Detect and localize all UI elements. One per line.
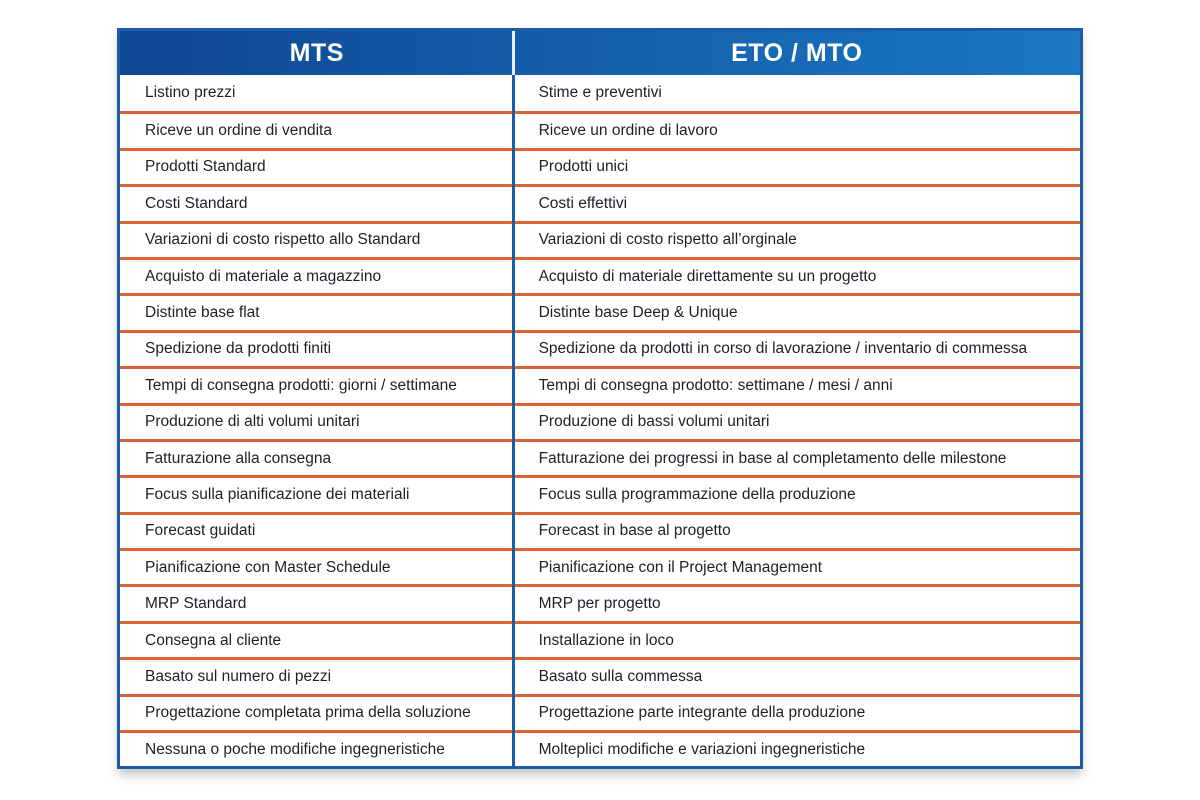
mts-cell: Distinte base flat bbox=[145, 304, 260, 322]
mts-cell: Prodotti Standard bbox=[145, 158, 266, 176]
eto-mto-cell: Progettazione parte integrante della produzione bbox=[538, 704, 866, 722]
eto-mto-cell: Focus sulla programmazione della produzione bbox=[538, 485, 856, 503]
table-body bbox=[120, 75, 1080, 766]
comparison-table bbox=[117, 28, 1083, 769]
header-column-divider bbox=[512, 31, 515, 75]
table-row bbox=[120, 584, 1080, 620]
table-row bbox=[120, 111, 1080, 147]
mts-cell: Progettazione completata prima della soluzione bbox=[145, 704, 471, 722]
eto-mto-cell: Molteplici modifiche e variazioni ingegneristiche bbox=[538, 740, 866, 758]
table-row bbox=[120, 730, 1080, 766]
table-row bbox=[120, 257, 1080, 293]
table-row bbox=[120, 366, 1080, 402]
mts-cell: Acquisto di materiale a magazzino bbox=[145, 267, 382, 285]
eto-mto-cell: Pianificazione con il Project Management bbox=[538, 558, 823, 576]
table-row bbox=[120, 221, 1080, 257]
table-row bbox=[120, 621, 1080, 657]
mts-cell: Nessuna o poche modifiche ingegneristiche bbox=[145, 740, 445, 758]
eto-mto-cell: Riceve un ordine di lavoro bbox=[538, 122, 718, 140]
mts-cell: Consegna al cliente bbox=[145, 631, 282, 649]
table-row bbox=[120, 548, 1080, 584]
table-row bbox=[120, 439, 1080, 475]
eto-mto-cell: Forecast in base al progetto bbox=[538, 522, 731, 540]
table-row bbox=[120, 75, 1080, 111]
eto-mto-cell: Costi effettivi bbox=[538, 194, 628, 212]
eto-mto-cell: Basato sulla commessa bbox=[538, 667, 703, 685]
eto-mto-cell: Tempi di consegna prodotto: settimane / mesi / anni bbox=[538, 376, 893, 394]
table-row bbox=[120, 293, 1080, 329]
column-header-eto-mto: ETO / MTO bbox=[731, 38, 863, 67]
mts-cell: Spedizione da prodotti finiti bbox=[145, 340, 332, 358]
table-row bbox=[120, 403, 1080, 439]
eto-mto-cell: Variazioni di costo rispetto all’orginale bbox=[538, 231, 797, 249]
eto-mto-cell: Prodotti unici bbox=[538, 158, 629, 176]
eto-mto-cell: Fatturazione dei progressi in base al completamento delle milestone bbox=[538, 449, 1007, 467]
eto-mto-cell: MRP per progetto bbox=[538, 595, 661, 613]
mts-cell: Forecast guidati bbox=[145, 522, 256, 540]
mts-cell: Pianificazione con Master Schedule bbox=[145, 558, 391, 576]
eto-mto-cell: Stime e preventivi bbox=[538, 84, 662, 102]
mts-cell: Variazioni di costo rispetto allo Standard bbox=[145, 231, 421, 249]
eto-mto-cell: Produzione di bassi volumi unitari bbox=[538, 413, 770, 431]
eto-mto-cell: Spedizione da prodotti in corso di lavorazione / inventario di commessa bbox=[538, 340, 1028, 358]
eto-mto-cell: Installazione in loco bbox=[538, 631, 674, 649]
table-row bbox=[120, 512, 1080, 548]
table-row bbox=[120, 657, 1080, 693]
table-row bbox=[120, 184, 1080, 220]
mts-cell: Focus sulla pianificazione dei materiali bbox=[145, 485, 410, 503]
column-header-mts: MTS bbox=[289, 38, 344, 67]
mts-cell: Produzione di alti volumi unitari bbox=[145, 413, 360, 431]
mts-cell: Riceve un ordine di vendita bbox=[145, 122, 332, 140]
table-row bbox=[120, 330, 1080, 366]
table-row bbox=[120, 148, 1080, 184]
mts-cell: Costi Standard bbox=[145, 194, 248, 212]
mts-cell: Basato sul numero di pezzi bbox=[145, 667, 332, 685]
mts-cell: Fatturazione alla consegna bbox=[145, 449, 332, 467]
table-header bbox=[120, 31, 1080, 75]
body-column-divider bbox=[512, 75, 515, 766]
eto-mto-cell: Acquisto di materiale direttamente su un progetto bbox=[538, 267, 877, 285]
mts-cell: MRP Standard bbox=[145, 595, 247, 613]
table-row bbox=[120, 694, 1080, 730]
mts-cell: Listino prezzi bbox=[145, 84, 236, 102]
eto-mto-cell: Distinte base Deep & Unique bbox=[538, 304, 738, 322]
mts-cell: Tempi di consegna prodotti: giorni / settimane bbox=[145, 376, 457, 394]
table-row bbox=[120, 475, 1080, 511]
